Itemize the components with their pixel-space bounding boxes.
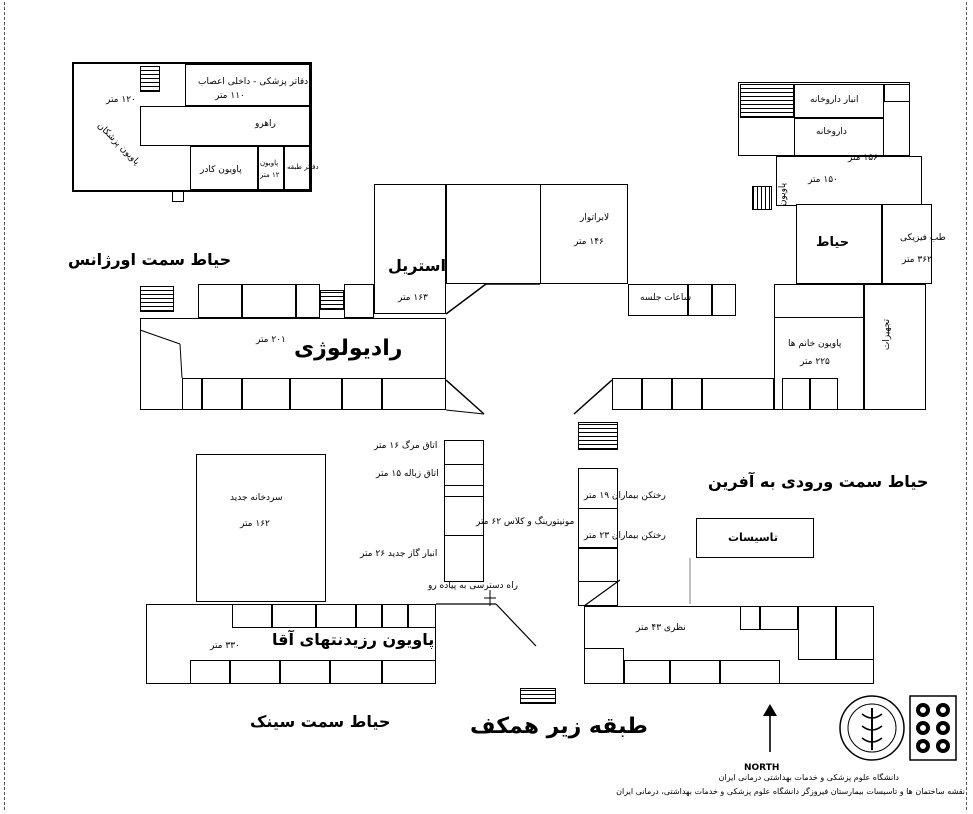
top-left-diag-label: پاویون پزشکان <box>94 120 142 168</box>
sterile-label: استریل <box>388 256 446 275</box>
pavilion-rezidents-area: ۳۳۰ متر <box>210 641 240 651</box>
daroo-khaneh-label: داروخانه <box>816 127 847 137</box>
sardkhaneh-area: ۱۶۲ متر <box>240 519 270 529</box>
rahro-label: راهرو <box>255 119 276 129</box>
anbar-daroo-label: انبار داروخانه <box>810 95 859 105</box>
pavilion-khanom-label: پاویون خانم ها <box>788 339 842 349</box>
tebb-fizik-label: طب فیزیکی <box>900 233 946 243</box>
west-yard-label: حیاط سمت اورژانس <box>68 250 232 269</box>
top-left-top-area: ۱۱۰ متر <box>215 91 245 101</box>
pavilion-kadr-label: پاویون کادر <box>200 165 242 175</box>
north-label: NORTH <box>744 763 780 773</box>
rah-dastresi-label: راه دسترسی به پیاده رو <box>428 581 518 591</box>
room-bimaran-label: رختکن بیماران ۲۳ متر <box>584 531 666 541</box>
tajhizat-label: تجهیزات <box>882 318 893 351</box>
room-pardarad-label: رختکن بیماران ۱۹ متر <box>584 491 666 501</box>
nazari-label: نظری ۴۳ متر <box>636 623 686 633</box>
hayat-label-vertical: پاویون <box>778 182 789 207</box>
hospital-logo <box>910 696 956 760</box>
sardkhaneh-label: سردخانه جدید <box>230 493 283 503</box>
hayat-label: حیاط <box>816 235 850 250</box>
pavilion-small-label: پاویون <box>260 159 279 167</box>
pavilion-small-area: ۱۲ متر <box>260 171 280 179</box>
area-150-label: ۱۵۰ متر <box>808 175 838 185</box>
anbar-gaz-label: انبار گاز جدید ۲۶ متر <box>360 549 438 559</box>
otagh-zobaleh-label: اتاق زباله ۱۵ متر <box>376 469 439 479</box>
east-yard-label: حیاط سمت ورودی به آفرین <box>708 472 929 491</box>
tebb-fizik-area: ۳۶۲ متر <box>902 255 932 265</box>
top-left-area-label: ۱۲۰ متر <box>106 95 136 105</box>
labor-area-label: ۱۴۶ متر <box>574 237 604 247</box>
south-yard-label: حیاط سمت سینک <box>250 712 391 731</box>
radiology-label: رادیولوژی <box>294 336 403 361</box>
daroo-area-label: ۱۵۶ متر <box>848 153 878 163</box>
pavilion-khanom-area: ۲۲۵ متر <box>800 357 830 367</box>
pavilion-rezidents-label: پاویون رزیدنتهای آقا <box>272 630 435 649</box>
dafatar-label: دفاتر طبقه <box>287 163 319 171</box>
sterile-area-label: ۱۶۳ متر <box>398 293 428 303</box>
tasisat-label: تاسیسات <box>728 531 778 544</box>
radiology-area-label: ۲۰۱ متر <box>256 335 286 345</box>
floor-title: طبقه زیر همکف <box>470 714 648 739</box>
top-left-top-label: دفاتر پزشکی - داخلی اعصاب <box>198 77 309 87</box>
otagh-morgh-label: اتاق مرگ ۱۶ متر <box>374 441 438 451</box>
footer-line-1: دانشگاه علوم پزشکی و خدمات بهداشتی درمانی ایران <box>718 773 899 782</box>
labor-label: لابراتوار <box>580 213 610 223</box>
sahat-label: ساعات جلسه <box>640 293 692 303</box>
university-seal <box>840 696 904 760</box>
footer-line-2: نقشه ساختمان ها و تاسیسات بیمارستان فیروزگر دانشگاه علوم پزشکی و خدمات بهداشتی، درمانی ایران <box>616 787 965 796</box>
monitoring-label: مونیتورینگ و کلاس ۶۲ متر <box>476 517 575 527</box>
